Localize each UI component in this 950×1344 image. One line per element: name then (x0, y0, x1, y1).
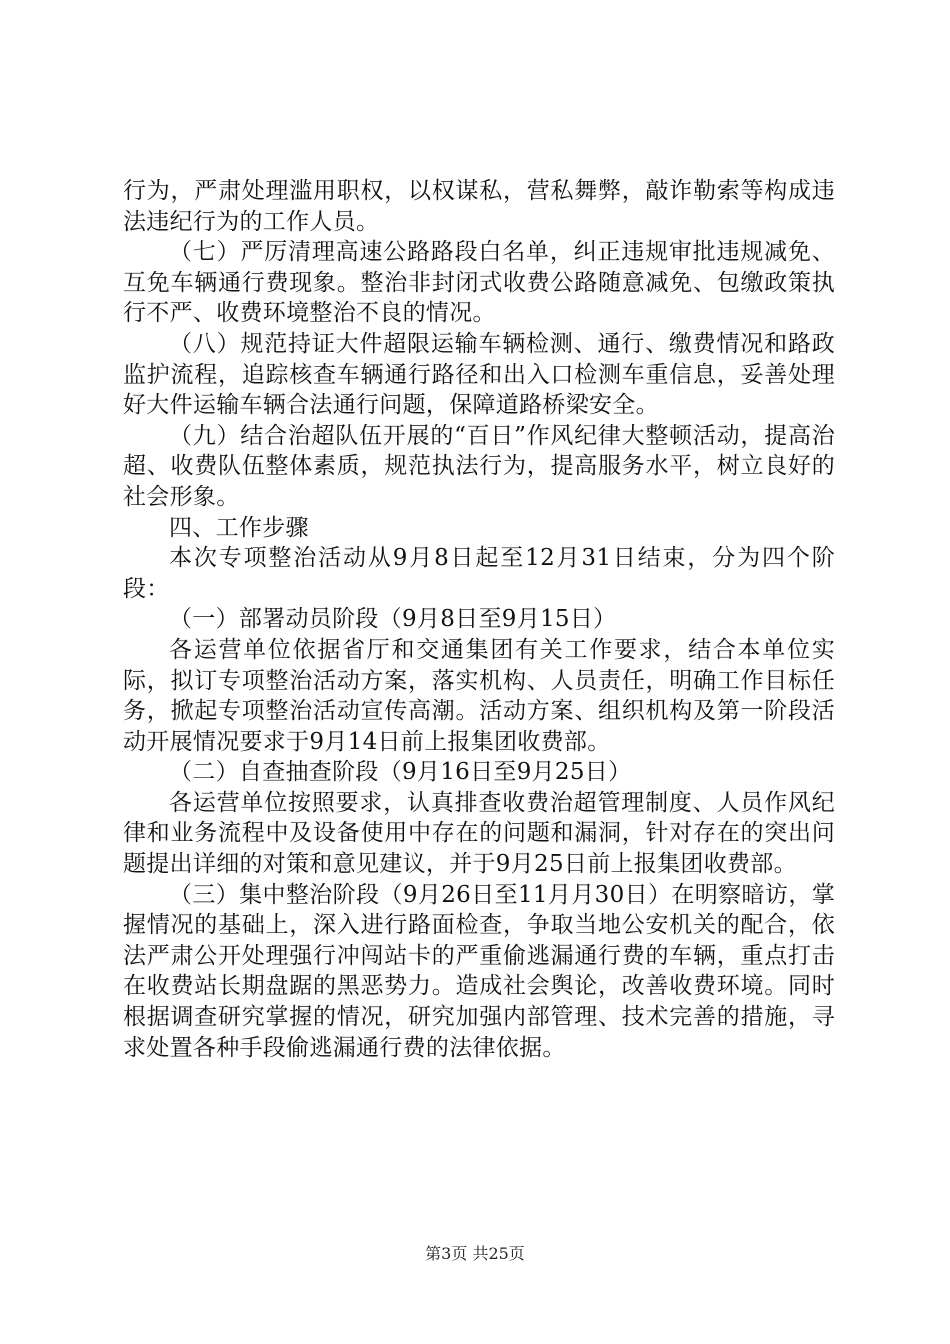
document-body (123, 176, 835, 1063)
stage-heading-2: （二）自查抽查阶段（9月16日至9月25日） (169, 759, 632, 786)
paragraph-item-7: （七）严厉清理高速公路路段白名单，纠正违规审批违规减免、互免车辆通行费现象。整治非封闭式收费公路随意减免、包缴政策执行不严、收费环境整治不良的情况。 (123, 239, 835, 327)
paragraph-stage-3: （三）集中整治阶段（9月26日至11月月30日）在明察暗访，掌握情况的基础上，深入进行路面检查，争取当地公安机关的配合，依法严肃公开处理强行冲闯站卡的严重偷逃漏通行费的车辆，重点打击在收费站长期盘踞的黑恶势力。造成社会舆论，改善收费环境。同时根据调查研究掌握的情况，研究加强内部管理、技术完善的措施，寻求处置各种手段偷逃漏通行费的法律依据。 (123, 881, 835, 1061)
paragraph-stage-1: 各运营单位依据省厅和交通集团有关工作要求，结合本单位实际，拟订专项整治活动方案，落实机构、人员责任，明确工作目标任务，掀起专项整治活动宣传高潮。活动方案、组织机构及第一阶段活动开展情况要求于9月14日前上报集团收费部。 (123, 636, 835, 755)
paragraph-item-9: （九）结合治超队伍开展的“百日”作风纪律大整顿活动，提高治超、收费队伍整体素质，规范执法行为，提高服务水平，树立良好的社会形象。 (123, 422, 835, 510)
paragraph-stage-2: 各运营单位按照要求，认真排查收费治超管理制度、人员作风纪律和业务流程中及设备使用中存在的问题和漏洞，针对存在的突出问题提出详细的对策和意见建议，并于9月25日前上报集团收费部。 (123, 789, 835, 878)
paragraph-continuation: 行为，严肃处理滥用职权，以权谋私，营私舞弊，敲诈勒索等构成违法违纪行为的工作人员。 (123, 178, 835, 235)
stage-heading-1: （一）部署动员阶段（9月8日至9月15日） (169, 606, 617, 633)
section-heading-work-steps: 四、工作步骤 (169, 514, 309, 541)
paragraph-item-8: （八）规范持证大件超限运输车辆检测、通行、缴费情况和路政监护流程，追踪核查车辆通行路径和出入口检测车重信息，妥善处理好大件运输车辆合法通行问题，保障道路桥梁安全。 (123, 330, 835, 419)
paragraph-schedule-intro: 本次专项整治活动从9月8日起至12月31日结束，分为四个阶段： (123, 545, 835, 602)
page-number-footer: 第3页 共25页 (425, 1244, 525, 1263)
